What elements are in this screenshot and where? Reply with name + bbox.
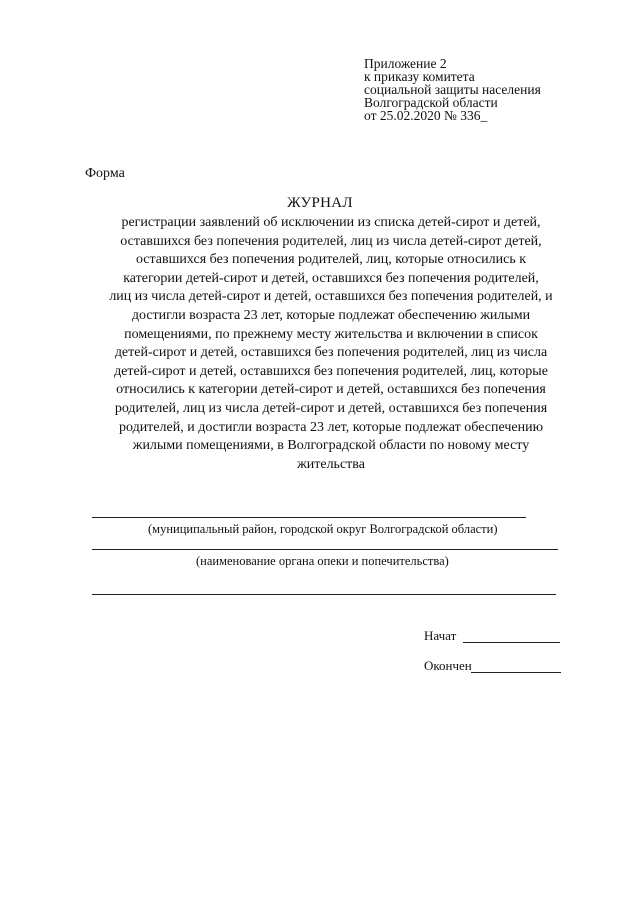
document-title: ЖУРНАЛ xyxy=(287,195,353,211)
municipality-caption: (муниципальный район, городской округ Волгоградской области) xyxy=(148,522,498,536)
appendix-line-4: Волгоградской области xyxy=(364,95,498,110)
finished-label: Окончен xyxy=(424,658,472,673)
finished-field-line[interactable] xyxy=(471,672,561,673)
description-line: помещениями, по прежнему месту жительства и включении в список xyxy=(124,326,538,342)
description-line: лиц из числа детей-сирот и детей, оставшихся без попечения родителей, и xyxy=(109,289,553,305)
appendix-block xyxy=(364,57,541,122)
authority-field-line[interactable] xyxy=(92,549,558,550)
appendix-line-2: к приказу комитета xyxy=(364,69,475,84)
blank-field-line[interactable] xyxy=(92,594,556,595)
description-line: родителей, лиц из числа детей-сирот и детей, оставшихся без попечения xyxy=(114,400,548,416)
description-line: категории детей-сирот и детей, оставшихся без попечения родителей, xyxy=(123,270,539,286)
started-label: Начат xyxy=(424,628,457,643)
description-line: оставшихся без попечения родителей, лиц, которые относились к xyxy=(135,252,527,268)
description-line: детей-сирот и детей, оставшихся без попечения родителей, лиц из числа xyxy=(114,345,548,361)
appendix-line-1: Приложение 2 xyxy=(364,56,447,71)
description-line: жилыми помещениями, в Волгоградской области по новому месту xyxy=(132,438,530,454)
started-field-line[interactable] xyxy=(463,642,560,643)
description-line: жительства xyxy=(297,456,365,472)
description-line: достигли возраста 23 лет, которые подлежат обеспечению жилыми xyxy=(131,307,531,323)
description-line: оставшихся без попечения родителей, лиц из числа детей-сирот детей, xyxy=(120,233,542,249)
authority-caption: (наименование органа опеки и попечительства) xyxy=(196,554,449,568)
municipality-field-line[interactable] xyxy=(92,517,526,518)
description-line: детей-сирот и детей, оставшихся без попечения родителей, лиц, которые xyxy=(114,363,548,379)
description-line: относились к категории детей-сирот и детей, оставшихся без попечения xyxy=(116,382,546,398)
appendix-line-5: от 25.02.2020 № 336_ xyxy=(364,108,488,123)
description-line: родителей, и достигли возраста 23 лет, которые подлежат обеспечению xyxy=(118,419,544,435)
description-line: регистрации заявлений об исключении из списка детей-сирот и детей, xyxy=(121,215,541,230)
appendix-line-3: социальной защиты населения xyxy=(364,82,541,97)
form-label: Форма xyxy=(85,166,125,181)
document-description xyxy=(76,214,586,474)
